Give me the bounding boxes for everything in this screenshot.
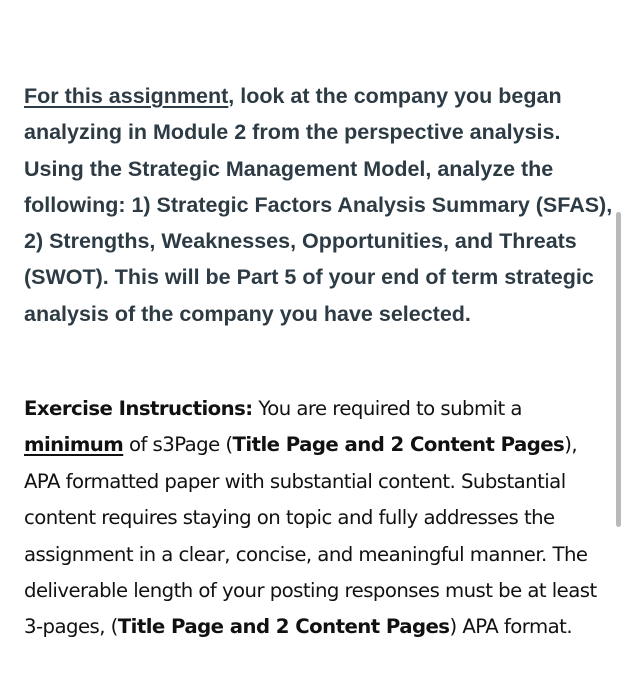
pages-emphasis-1: Title Page and 2 Content Pages <box>232 433 565 457</box>
assignment-paragraph <box>24 78 614 332</box>
pages-emphasis-2: Title Page and 2 Content Pages <box>117 615 450 639</box>
instructions-text-4: ) APA format. <box>449 615 573 639</box>
instructions-paragraph <box>24 391 618 646</box>
instructions-heading: Exercise Instructions: <box>24 397 253 420</box>
instructions-text-1: You are required to submit a <box>252 397 522 420</box>
assignment-body: , look at the company you began analyzing in Module 2 from the perspective analysis. Using the Strategic Management Model, analyze the following: 1) Strategic Factors Analysis Summary (SFAS), 2) Strengths, Weaknesses, Opportunities, and Threats (SWOT). This will be Part 5 of your end of term strategic analysis of the company you have selected. <box>24 84 613 326</box>
minimum-emphasis: minimum <box>24 433 124 457</box>
instructions-text-3: ), APA formatted paper with substantial content. Substantial content requires staying on topic and fully addresses the assignment in a clear, concise, and meaningful manner. The deliverable length of your posting responses must be at least 3-pages, ( <box>24 433 597 639</box>
instructions-text-2: of s3Page ( <box>123 433 233 457</box>
vertical-scrollbar[interactable] <box>616 212 621 527</box>
assignment-lead: For this assignment <box>24 84 229 108</box>
